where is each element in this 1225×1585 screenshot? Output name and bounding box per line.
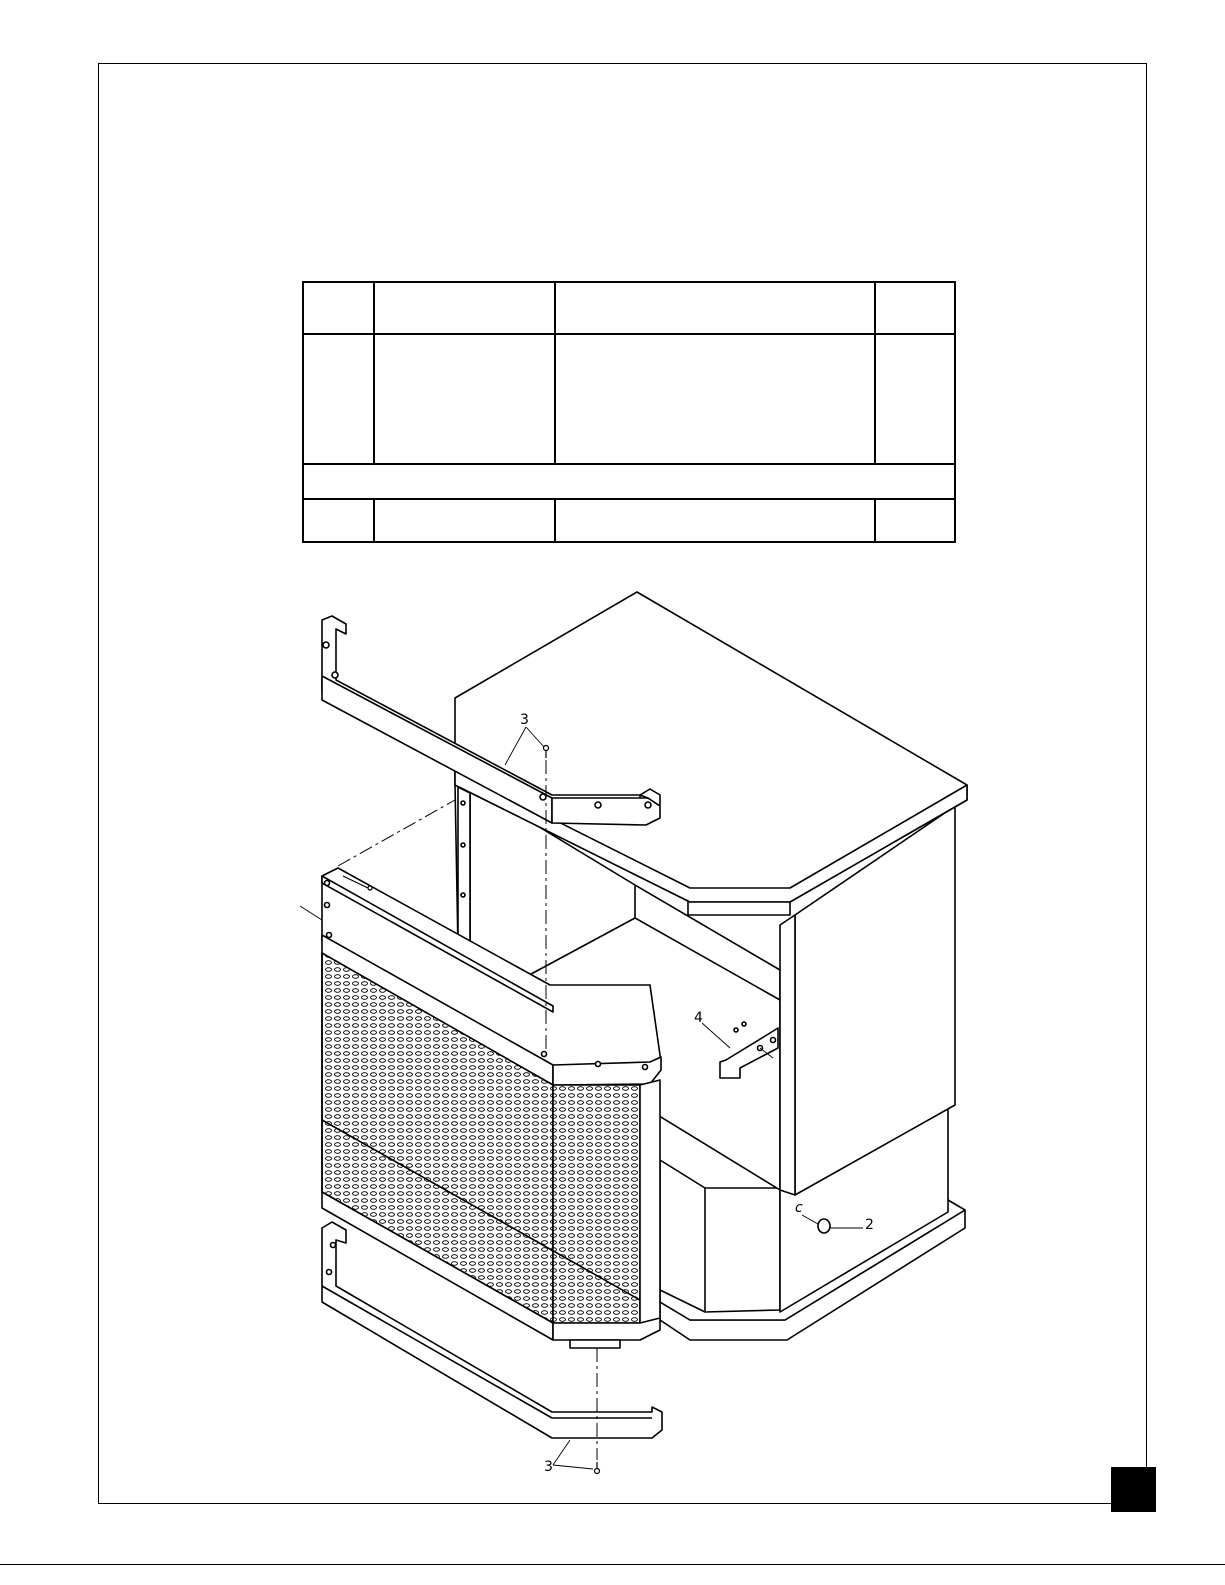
svg-text:c: c — [795, 1200, 803, 1216]
page-tab-marker — [1111, 1467, 1156, 1512]
knob-icon — [818, 1219, 830, 1233]
rear-post — [458, 787, 470, 952]
louver-mesh-side — [553, 1085, 640, 1323]
bottom-rule — [0, 1564, 1225, 1565]
callout-bracket: 4 — [694, 1010, 703, 1026]
callout-bottom-screws: 3 — [544, 1459, 553, 1475]
callout-top-screws: 3 — [520, 712, 529, 728]
callout-knob: 2 — [865, 1217, 874, 1233]
